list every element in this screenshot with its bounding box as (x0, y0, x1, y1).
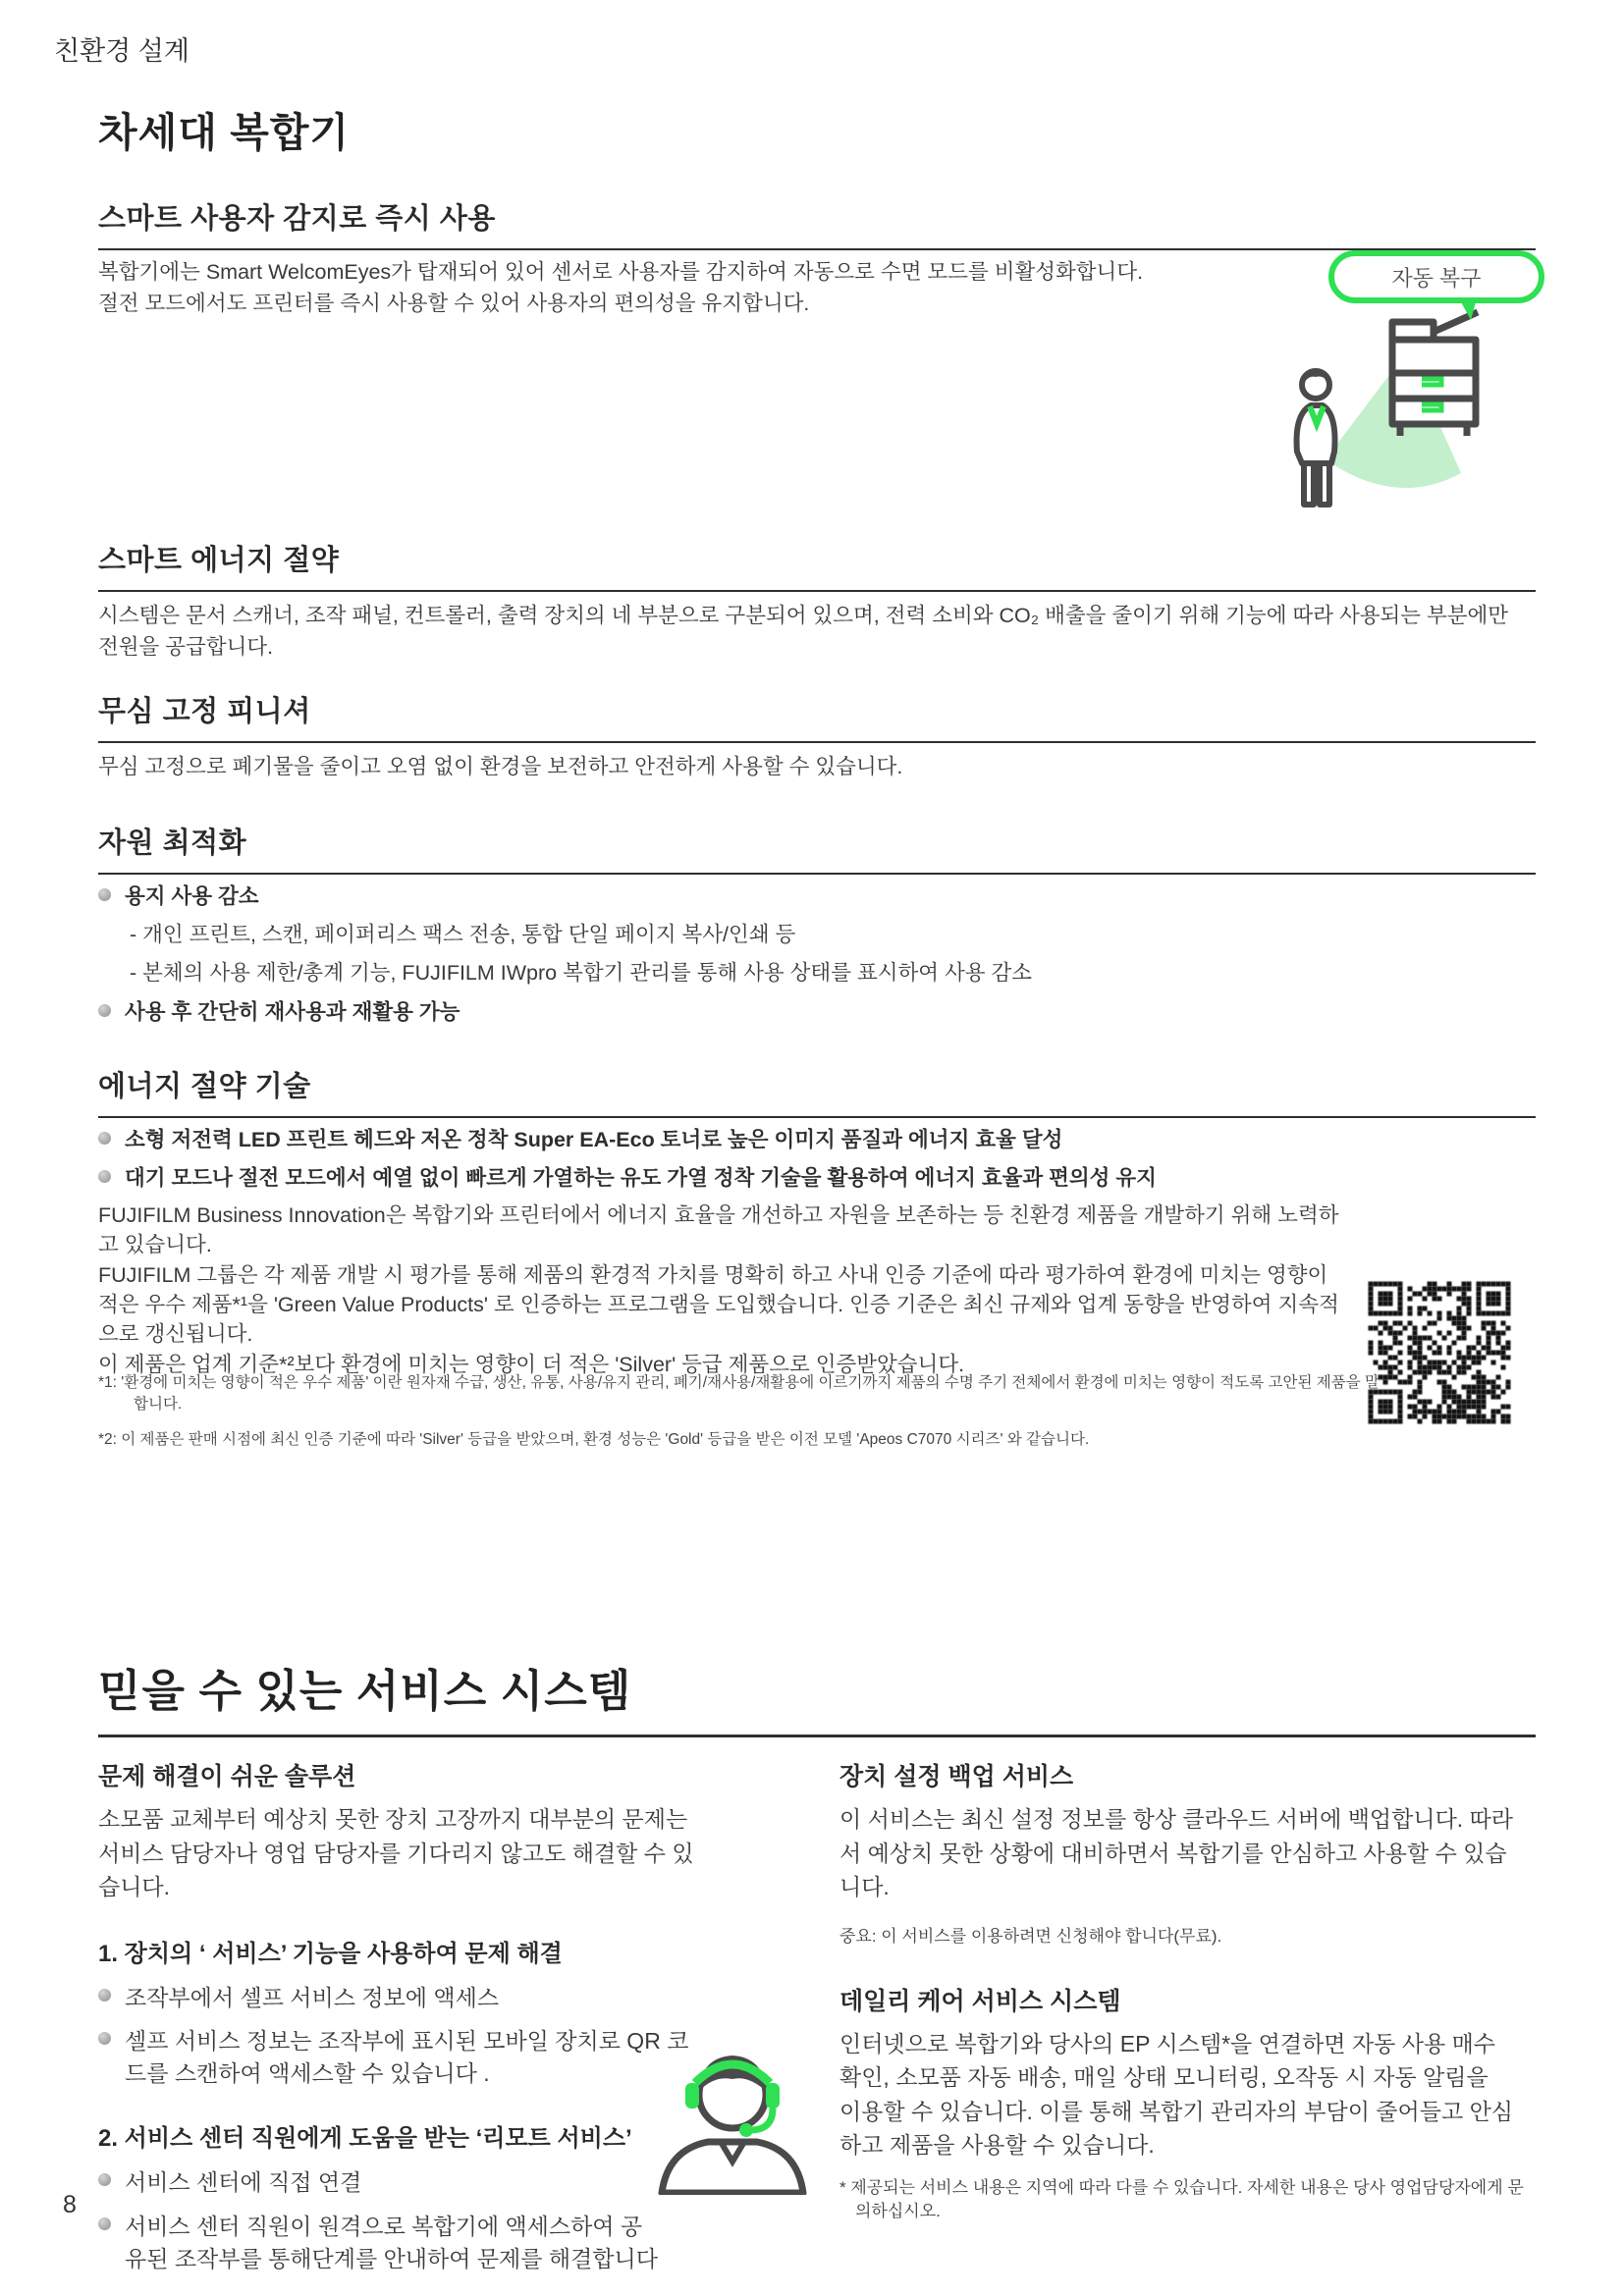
section-heading-resource: 자원 최적화 (98, 821, 1536, 875)
smart-detection-illustration (1267, 245, 1553, 530)
step1-list (98, 1982, 727, 2090)
section-body-smart-energy: 시스템은 문서 스캐너, 조작 패널, 컨트롤러, 출력 장치의 네 부분으로 구분되어 있으며, 전력 소비와 CO₂ 배출을 줄이기 위해 기능에 따라 사용되는 부분에만 전원을 공급합니다. (98, 604, 1509, 659)
bullet-icon (98, 1004, 111, 1017)
energy-tech-paragraphs (98, 1201, 1343, 1382)
bullet-icon (98, 1132, 111, 1145)
paragraph: 이 제품은 업계 기준*²보다 환경에 미치는 영향이 더 적은 'Silver' 등급 제품으로 인증받았습니다. (98, 1353, 965, 1377)
step2-heading: 2. 서비스 센터 직원에게 도움을 받는 ‘리모트 서비스’ (98, 2125, 632, 2153)
left-column-intro: 소모품 교체부터 예상치 못한 장치 고장까지 대부분의 문제는 서비스 담당자나 영업 담당자를 기다리지 않고도 해결할 수 있습니다. (98, 1806, 694, 1899)
backup-note: 중요: 이 서비스를 이용하려면 신청해야 합니다(무료). (839, 1926, 1222, 1946)
step1-heading: 1. 장치의 ‘ 서비스’ 기능을 사용하여 문제 해결 (98, 1940, 563, 1967)
service-title: 믿을 수 있는 서비스 시스템 (98, 1655, 1536, 1737)
bullet-text: 셀프 서비스 정보는 조작부에 표시된 모바일 장치로 QR 코드를 스캔하여 액세스할 수 있습니다 . (125, 2028, 689, 2086)
bullet-item (98, 1125, 1512, 1155)
service-left-column (98, 1757, 727, 2274)
section-body-finisher: 무심 고정으로 폐기물을 줄이고 오염 없이 환경을 보전하고 안전하게 사용할 수 있습니다. (98, 755, 903, 778)
bullet-text: 서비스 센터 직원이 원격으로 복합기에 액세스하여 공유된 조작부를 통해단계를 안내하여 문제를 해결합니다 (125, 2214, 658, 2271)
smart-detection-illustration-svg (1267, 245, 1553, 530)
support-agent-svg (644, 2040, 821, 2195)
bullet-item (98, 997, 1512, 1028)
support-agent-icon (662, 2056, 803, 2193)
footnote-2: *2: 이 제품은 판매 시점에 최신 인증 기준에 따라 'Silver' 등급을 받았으며, 환경 성능은 'Gold' 등급을 받은 이전 모델 'Apeos C7070 시리즈' 와 같습니다. (98, 1431, 1090, 1448)
bullet-icon (98, 2217, 111, 2230)
section-heading-smart-energy: 스마트 에너지 절약 (98, 538, 1536, 592)
section-heading-finisher: 무심 고정 피니셔 (98, 689, 1536, 743)
section-heading-smart-user: 스마트 사용자 감지로 즉시 사용 (98, 196, 1536, 250)
support-agent-illustration (644, 2040, 821, 2195)
bullet-icon (98, 2173, 111, 2186)
daily-body: 인터넷으로 복합기와 당사의 EP 시스템*을 연결하면 자동 사용 매수 확인, 소모품 자동 배송, 매일 상태 모니터링, 오작동 시 자동 알림을 이용할 수 있습니다. 이를 통해 복합기 관리자의 부담이 줄어들고 안심하고 제품을 사용할 수 있습니다. (839, 2030, 1514, 2158)
bullet-icon (98, 888, 111, 901)
bullet-item (98, 2211, 727, 2274)
section-heading-energy-tech: 에너지 절약 기술 (98, 1064, 1536, 1118)
page-title: 차세대 복합기 (98, 110, 351, 155)
step2-list (98, 2166, 727, 2274)
bullet-item (98, 881, 1512, 912)
bullet-text: 조작부에서 셀프 서비스 정보에 액세스 (125, 1984, 500, 2010)
backup-body: 이 서비스는 최신 설정 정보를 항상 클라우드 서버에 백업합니다. 따라서 예상치 못한 상황에 대비하면서 복합기를 안심하고 사용할 수 있습니다. (839, 1806, 1514, 1899)
sub-item: - 본체의 사용 제한/총계 기능, FUJIFILM IWpro 복합기 관리를 통해 사용 상태를 표시하여 사용 감소 (130, 961, 1033, 986)
paragraph: FUJIFILM 그룹은 각 제품 개발 시 평가를 통해 제품의 환경적 가치를 명확히 하고 사내 인증 기준에 따라 평가하여 환경에 미치는 영향이 적은 우수 제품*¹을 'Green Value Products' 로 인증하는 프로그램을 도입했습니다. 인증 기준은 최신 규제와 업계 동향을 반영하여 지속적으로 갱신됩니다. (98, 1263, 1339, 1346)
daily-heading: 데일리 케어 서비스 시스템 (839, 1987, 1121, 2015)
bullet-text: 용지 사용 감소 (125, 884, 259, 908)
page-tagline: 친환경 설계 (54, 36, 189, 66)
energy-tech-list (98, 1125, 1512, 1194)
auto-recovery-bubble (1331, 253, 1542, 320)
daily-footnote: * 제공되는 서비스 내용은 지역에 따라 다를 수 있습니다. 자세한 내용은 당사 영업담당자에게 문의하십시오. (839, 2177, 1524, 2221)
bullet-item (98, 1982, 727, 2014)
backup-heading: 장치 설정 백업 서비스 (839, 1763, 1074, 1790)
sub-item: - 개인 프린트, 스캔, 페이퍼리스 팩스 전송, 통합 단일 페이지 복사/인쇄 등 (130, 923, 796, 947)
bullet-icon (98, 1170, 111, 1183)
bullet-icon (98, 2032, 111, 2045)
bullet-item (98, 1163, 1512, 1194)
left-column-heading: 문제 해결이 쉬운 솔루션 (98, 1763, 356, 1790)
bullet-item (98, 2166, 727, 2199)
page-number: 8 (63, 2191, 77, 2218)
bullet-text: 소형 저전력 LED 프린트 헤드와 저온 정착 Super EA-Eco 토너로 높은 이미지 품질과 에너지 효율 달성 (125, 1128, 1063, 1151)
bullet-icon (98, 1989, 111, 2002)
bullet-text: 서비스 센터에 직접 연결 (125, 2169, 362, 2196)
body-line: 복합기에는 Smart WelcomEyes가 탑재되어 있어 센서로 사용자를 감지하여 자동으로 수면 모드를 비활성화합니다. (98, 260, 1144, 284)
bullet-item (98, 2025, 727, 2089)
service-right-column (839, 1757, 1527, 2224)
resource-list (98, 881, 1512, 1028)
section-body-smart-user (98, 257, 1257, 320)
bullet-text: 사용 후 간단히 재사용과 재활용 가능 (125, 999, 460, 1024)
user-silhouette-icon (1297, 369, 1335, 505)
auto-recovery-label: 자동 복구 (1391, 266, 1482, 291)
footnote-1: *1: '환경에 미치는 영향이 적은 우수 제품' 이란 원자재 수급, 생산, 유통, 사용/유지 관리, 폐기/재사용/재활용에 이르기까지 제품의 수명 주기 전체에서 환경에 미치는 영향이 적도록 고안된 제품을 말합니다. (98, 1374, 1380, 1413)
paragraph: FUJIFILM Business Innovation은 복합기와 프린터에서 에너지 효율을 개선하고 자원을 보존하는 등 친환경 제품을 개발하기 위해 노력하고 있습니다. (98, 1203, 1339, 1256)
body-line: 절전 모드에서도 프린터를 즉시 사용할 수 있어 사용자의 편의성을 유지합니다. (98, 291, 810, 315)
printer-icon (1392, 312, 1478, 436)
bullet-text: 대기 모드나 절전 모드에서 예열 없이 빠르게 가열하는 유도 가열 정착 기술을 활용하여 에너지 효율과 편의성 유지 (125, 1166, 1157, 1191)
